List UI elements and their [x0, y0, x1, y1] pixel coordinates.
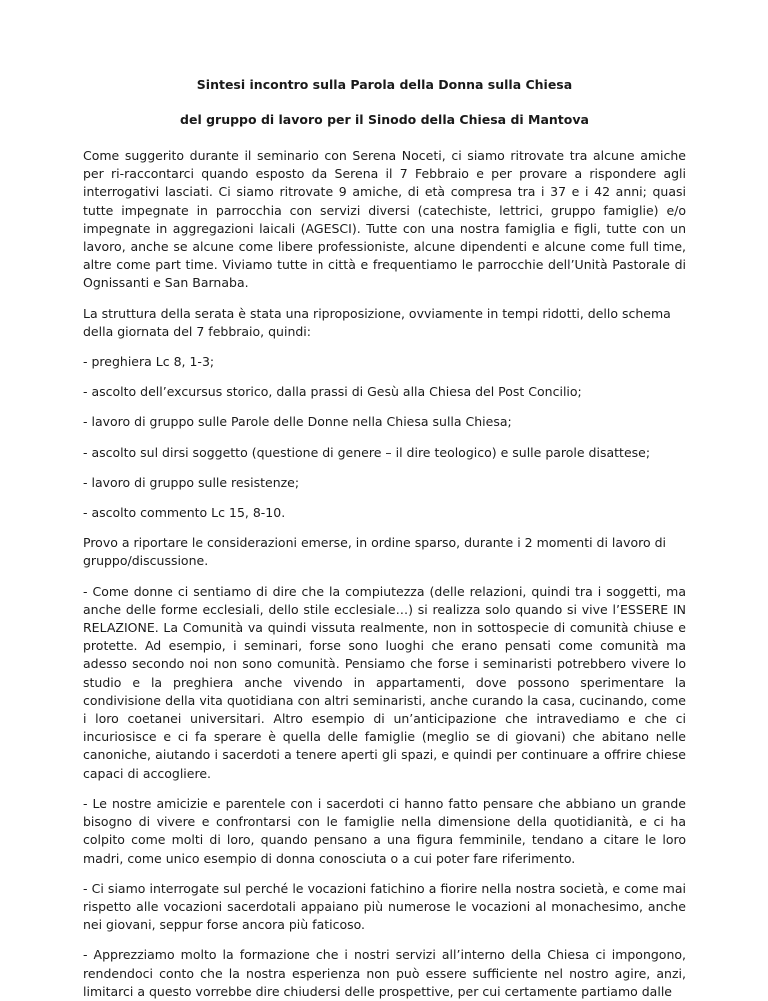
list-item: - lavoro di gruppo sulle Parole delle Donne nella Chiesa sulla Chiesa;	[83, 414, 512, 430]
consideration-paragraph: - Ci siamo interrogate sul perché le vocazioni fatichino a fiorire nella nostra società, e come mai rispetto alle vocazioni sacerdotali appaiano più numerose le vocazioni al monachesimo, anche nei giovani, seppur forse ancora più faticoso.	[83, 880, 686, 933]
intro-paragraph: Come suggerito durante il seminario con Serena Noceti, ci siamo ritrovate tra alcune amiche per ri-raccontarci quando esposto da Serena il 7 Febbraio e per provare a rispondere agli interrogativi lasciati. Ci siamo ritrovate 9 amiche, di età compresa tra i 37 e i 42 anni; quasi tutte impegnate in parrocchia con servizi diversi (catechiste, lettrici, gruppo famiglie) e/o impegnate in aggregazioni laicali (AGESCI). Tutte con una nostra famiglia e figli, tutte con un lavoro, anche se alcune come libere professioniste, alcune dipendenti e alcune come full time, altre come part time. Viviamo tutte in città e frequentiamo le parrocchie dell’Unità Pastorale di Ognissanti e San Barnaba.	[83, 148, 686, 291]
considerations-intro: Provo a riportare le considerazioni emerse, in ordine sparso, durante i 2 momenti di lavoro di gruppo/discussione.	[83, 535, 667, 569]
consideration-paragraph: - Le nostre amicizie e parentele con i sacerdoti ci hanno fatto pensare che abbiano un grande bisogno di vivere e confrontarsi con le famiglie nella dimensione della quotidianità, e ci ha colpito come molti di loro, quando pensano a una figura femminile, tendano a citare le loro madri, come unico esempio di donna conosciuta o a cui poter fare riferimento.	[83, 795, 686, 866]
consideration-paragraph: - Apprezziamo molto la formazione che i nostri servizi all’interno della Chiesa ci impongono, rendendoci conto che la nostra esperienza non può essere sufficiente nel nostro agire, anzi, limitarci a questo vorrebbe dire chiudersi delle prospettive, per cui certamente partiamo dalle	[83, 947, 686, 999]
list-item: - lavoro di gruppo sulle resistenze;	[83, 474, 300, 490]
list-item: - ascolto sul dirsi soggetto (questione di genere – il dire teologico) e sulle parole disattese;	[83, 444, 651, 460]
list-item: - ascolto commento Lc 15, 8-10.	[83, 505, 286, 521]
document-title: Sintesi incontro sulla Parola della Donna sulla Chiesa	[196, 77, 573, 92]
document-subtitle: del gruppo di lavoro per il Sinodo della Chiesa di Mantova	[180, 112, 589, 127]
consideration-paragraph: - Come donne ci sentiamo di dire che la compiutezza (delle relazioni, quindi tra i soggetti, ma anche delle forme ecclesiali, dello stile ecclesiale…) si realizza solo quando si vive l’ESSERE IN RELAZIONE. La Comunità va quindi vissuta realmente, non in sottospecie di comunità chiuse e protette. Ad esempio, i seminari, forse sono luoghi che erano pensati come comunità ma adesso secondo noi non sono comunità. Pensiamo che forse i seminaristi potrebbero vivere lo studio e la preghiera anche vivendo in appartamenti, dove possono sperimentare la condivisione della vita quotidiana con altri seminaristi, anche curando la casa, cucinando, come i loro coetanei universitari. Altro esempio di un’anticipazione che intravediamo e che ci incuriosisce e ci fa sperare è quella delle famiglie (meglio se di giovani) che abitano nelle canoniche, aiutando i sacerdoti a tenere aperti gli spazi, e quindi per continuare a offrire chiese capaci di accogliere.	[83, 583, 686, 781]
structure-paragraph: La struttura della serata è stata una riproposizione, ovviamente in tempi ridotti, dello schema della giornata del 7 febbraio, quindi:	[83, 305, 671, 339]
list-item: - preghiera Lc 8, 1-3;	[83, 354, 215, 370]
list-item: - ascolto dell’excursus storico, dalla prassi di Gesù alla Chiesa del Post Concilio;	[83, 384, 582, 400]
